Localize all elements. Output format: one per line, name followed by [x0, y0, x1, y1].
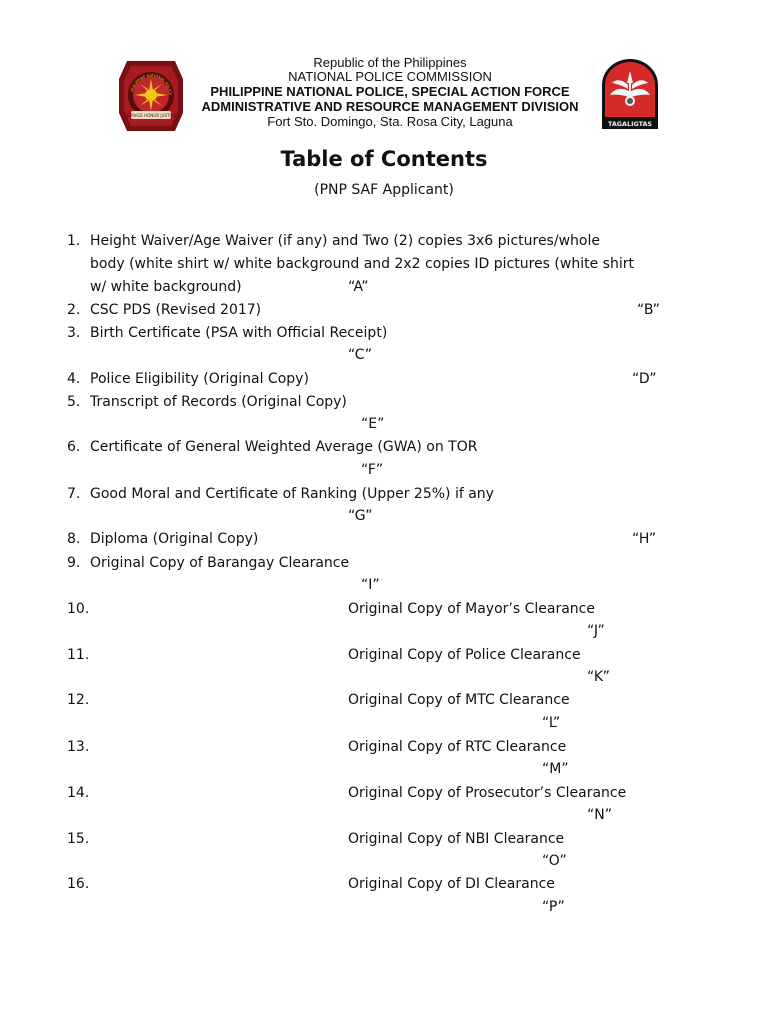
- toc-item-number: 9.: [67, 555, 81, 571]
- toc-item-code: “D”: [632, 371, 657, 387]
- toc-item-code: “O”: [542, 853, 567, 869]
- toc-item-text: Original Copy of NBI Clearance: [348, 831, 565, 847]
- header-division: ADMINISTRATIVE AND RESOURCE MANAGEMENT DIVISION: [201, 99, 579, 114]
- toc-item-code: “H”: [632, 531, 657, 547]
- seal-ring-text: PHILIPPINE NATIONAL POLICE: [130, 73, 173, 96]
- toc-item-text: Original Copy of DI Clearance: [348, 876, 555, 892]
- toc-item-number: 14.: [67, 785, 90, 801]
- toc-item-number: 4.: [67, 371, 81, 387]
- seal-motto: SERVICE HONOR JUSTICE: [125, 113, 177, 118]
- toc-item-text: body (white shirt w/ white background and 2x2 copies ID pictures (white shirt: [90, 256, 634, 272]
- toc-item-code: “P”: [542, 899, 565, 915]
- toc-item-text: Birth Certificate (PSA with Official Receipt): [90, 325, 388, 341]
- toc-item-number: 5.: [67, 394, 81, 410]
- toc-item-text: Original Copy of Police Clearance: [348, 647, 581, 663]
- badge-label: TAGALIGTAS: [608, 120, 652, 128]
- toc-item-text: w/ white background): [90, 279, 242, 295]
- toc-item-text: Original Copy of Prosecutor’s Clearance: [348, 785, 627, 801]
- toc-item-text: Original Copy of Barangay Clearance: [90, 555, 350, 571]
- toc-item-code: “I”: [361, 577, 380, 593]
- toc-item-code: “C”: [348, 347, 373, 363]
- toc-item-code: “F”: [361, 462, 384, 478]
- toc-item-text: Original Copy of RTC Clearance: [348, 739, 567, 755]
- toc-item-text: Good Moral and Certificate of Ranking (Upper 25%) if any: [90, 486, 494, 502]
- toc-item-number: 15.: [67, 831, 90, 847]
- toc-item-code: “N”: [587, 807, 612, 823]
- toc-item-text: Original Copy of MTC Clearance: [348, 692, 570, 708]
- page-title: Table of Contents: [280, 147, 488, 171]
- toc-item-number: 16.: [67, 876, 90, 892]
- toc-item-number: 8.: [67, 531, 81, 547]
- toc-item-text: Certificate of General Weighted Average (GWA) on TOR: [90, 439, 478, 455]
- toc-item-number: 1.: [67, 233, 81, 249]
- toc-item-number: 10.: [67, 601, 90, 617]
- toc-item-code: “A”: [348, 279, 369, 295]
- toc-item-number: 3.: [67, 325, 81, 341]
- toc-item-text: Diploma (Original Copy): [90, 531, 259, 547]
- toc-item-code: “L”: [542, 715, 561, 731]
- header-napolcom: NATIONAL POLICE COMMISSION: [288, 69, 492, 84]
- toc-item-number: 6.: [67, 439, 81, 455]
- toc-item-text: Original Copy of Mayor’s Clearance: [348, 601, 595, 617]
- toc-item-number: 2.: [67, 302, 81, 318]
- toc-item-number: 13.: [67, 739, 90, 755]
- toc-item-number: 12.: [67, 692, 90, 708]
- toc-item-number: 11.: [67, 647, 90, 663]
- toc-item-number: 7.: [67, 486, 81, 502]
- toc-item-code: “E”: [361, 416, 385, 432]
- header-republic: Republic of the Philippines: [313, 55, 467, 70]
- toc-item-code: “J”: [587, 623, 605, 639]
- toc-item-text: Transcript of Records (Original Copy): [90, 394, 347, 410]
- letterhead: [0, 55, 768, 135]
- toc-item-code: “M”: [542, 761, 569, 777]
- toc-item-text: CSC PDS (Revised 2017): [90, 302, 262, 318]
- toc-item-text: Height Waiver/Age Waiver (if any) and Two (2) copies 3x6 pictures/whole: [90, 233, 600, 249]
- toc-item-code: “B”: [637, 302, 660, 318]
- header-address: Fort Sto. Domingo, Sta. Rosa City, Laguna: [267, 114, 513, 129]
- toc-item-text: Police Eligibility (Original Copy): [90, 371, 309, 387]
- header-pnp-saf: PHILIPPINE NATIONAL POLICE, SPECIAL ACTION FORCE: [210, 84, 570, 99]
- page-subtitle: (PNP SAF Applicant): [314, 182, 454, 198]
- saf-badge-logo: [600, 57, 660, 129]
- toc-item-code: “G”: [348, 508, 373, 524]
- toc-item-code: “K”: [587, 669, 610, 685]
